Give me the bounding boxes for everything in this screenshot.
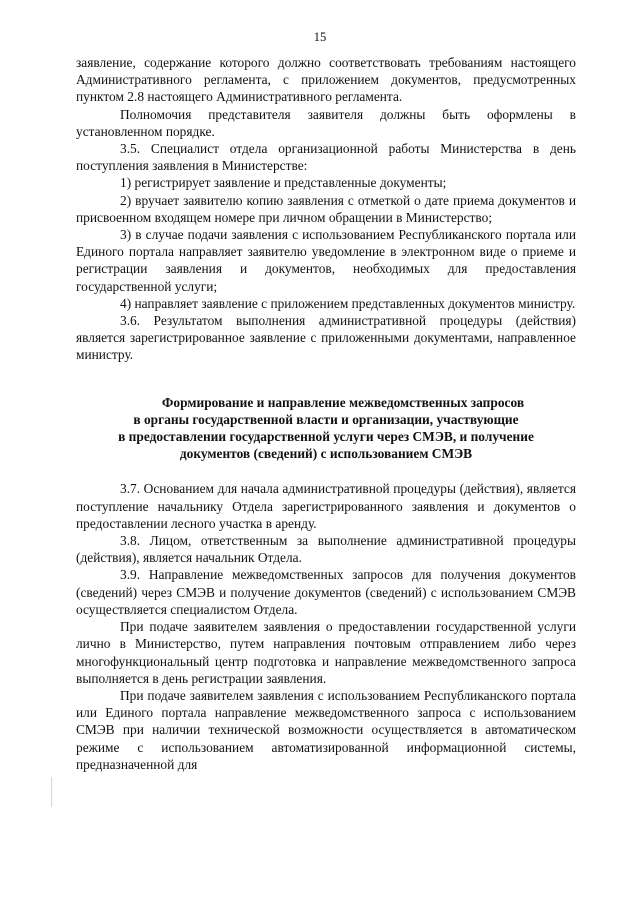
scan-margin-mark bbox=[51, 777, 52, 807]
paragraph-3-9: 3.9. Направление межведомственных запросов для получения документов (сведений) через СМЭВ и получение документов (сведений) с использованием СМЭВ осуществляется специалистом Отдела. bbox=[76, 567, 576, 617]
paragraph-representative-powers: Полномочия представителя заявителя должны быть оформлены в установленном порядке. bbox=[76, 106, 576, 139]
list-item-4: 4) направляет заявление с приложением представленных документов министру. bbox=[120, 295, 576, 311]
paragraph-portal-submission: При подаче заявителем заявления с использованием Республиканского портала или Единого портала направление межведомственного запроса с использованием СМЭВ при наличии технической возможности осуществляется в автоматическом режиме с использованием автоматизированной информационной системы, предназначенной для bbox=[76, 687, 576, 772]
paragraph-3-8: 3.8. Лицом, ответственным за выполнение административной процедуры (действия), является начальник Отдела. bbox=[76, 533, 576, 566]
section-heading-line-1: Формирование и направление межведомственных запросов bbox=[161, 394, 525, 410]
document-body bbox=[76, 54, 576, 773]
section-heading-line-4: документов (сведений) с использованием СМЭВ bbox=[179, 446, 473, 462]
section-heading-line-3: в предоставлении государственной услуги через СМЭВ, и получение bbox=[118, 429, 534, 445]
paragraph-continuation: заявление, содержание которого должно соответствовать требованиям настоящего Административного регламента, с приложением документов, предусмотренных пунктом 2.8 настоящего Административного регламента. bbox=[76, 55, 576, 105]
paragraph-3-7: 3.7. Основанием для начала административной процедуры (действия), является поступление начальнику Отдела зарегистрированного заявления и документов о предоставлении лесного участка в аренду. bbox=[76, 481, 576, 531]
list-item-3: 3) в случае подачи заявления с использованием Республиканского портала или Единого портала направляет заявителю уведомление в электронном виде о приеме и регистрации заявления и документов, необходимых для предоставления государственной услуги; bbox=[76, 227, 576, 294]
section-heading-line-2: в органы государственной власти и организации, участвующие bbox=[133, 411, 519, 427]
paragraph-personal-submission: При подаче заявителем заявления о предоставлении государственной услуги лично в Министерство, путем направления почтовым отправлением либо через многофункциональный центр подготовка и направление межведомственного запроса выполняется в день регистрации заявления. bbox=[76, 619, 576, 686]
paragraph-3-6: 3.6. Результатом выполнения административной процедуры (действия) является зарегистрированное заявление с приложенными документами, направленное министру. bbox=[76, 313, 576, 363]
list-item-1: 1) регистрирует заявление и представленные документы; bbox=[120, 175, 447, 191]
section-heading bbox=[76, 394, 576, 463]
paragraph-3-5: 3.5. Специалист отдела организационной работы Министерства в день поступления заявления в Министерстве: bbox=[76, 141, 576, 174]
page-number: 15 bbox=[313, 30, 327, 44]
list-item-2: 2) вручает заявителю копию заявления с отметкой о дате приема документов и присвоенном входящем номере при личном обращении в Министерство; bbox=[76, 192, 576, 225]
